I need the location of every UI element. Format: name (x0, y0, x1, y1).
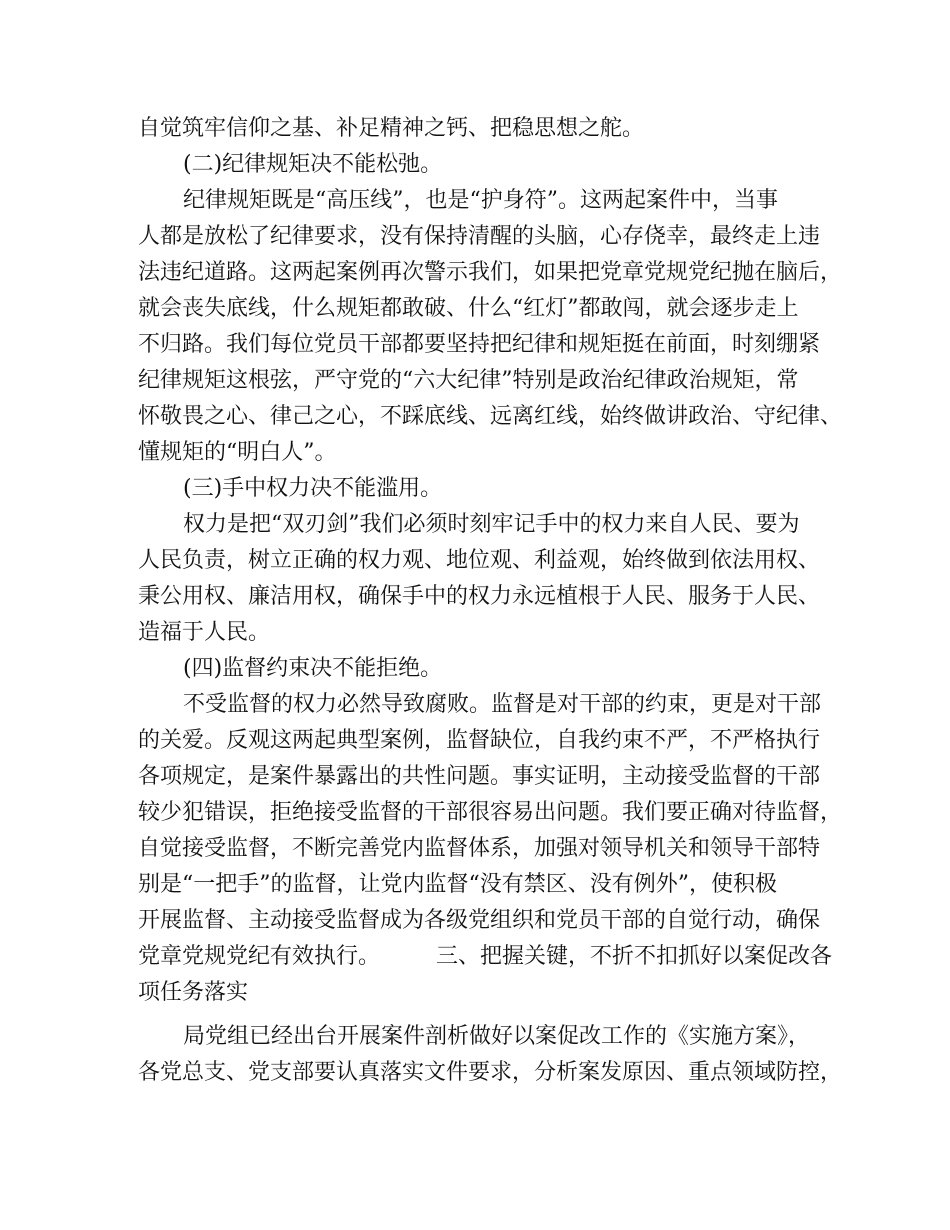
text-line: 人都是放松了纪律要求，没有保持清醒的头脑，心存侥幸，最终走上违 (138, 224, 821, 249)
text-line: 权力是把“双刃剑”我们必须时刻牢记手中的权力来自人民、要为 (183, 512, 800, 537)
text-line: 人民负责，树立正确的权力观、地位观、利益观，始终做到依法用权、 (138, 548, 821, 573)
text-line: 别是“一把手”的监督，让党内监督“没有禁区、没有例外”，使积极 (138, 872, 777, 897)
text-line: 不归路。我们每位党员干部都要坚持把纪律和规矩挺在前面，时刻绷紧 (138, 332, 821, 357)
text-line: 懂规矩的“明白人”。 (138, 440, 337, 465)
text-line: 各党总支、党支部要认真落实文件要求，分析案发原因、重点领域防控， (138, 1060, 843, 1085)
text-line: 就会丧失底线，什么规矩都敢破、什么“红灯”都敢闯，就会逐步走上 (138, 296, 799, 321)
section-heading: (三)手中权力决不能滥用。 (183, 476, 443, 501)
text-line: 秉公用权、廉洁用权，确保手中的权力永远植根于人民、服务于人民、 (138, 584, 821, 609)
text-line: 自觉筑牢信仰之基、补足精神之钙、把稳思想之舵。 (138, 116, 645, 141)
text-line: 造福于人民。 (138, 620, 271, 645)
text-line: 各项规定，是案件暴露出的共性问题。事实证明，主动接受监督的干部 (138, 764, 821, 789)
text-line: 党章党规党纪有效执行。 三、把握关键，不折不扣抓好以案促改各 (138, 944, 832, 969)
text-line: 局党组已经出台开展案件剖析做好以案促改工作的《实施方案》， (183, 1024, 811, 1049)
text-line: 不受监督的权力必然导致腐败。监督是对干部的约束，更是对干部 (183, 692, 822, 717)
section-heading: (二)纪律规矩决不能松弛。 (183, 152, 443, 177)
text-line: 项任务落实 (138, 980, 249, 1005)
text-line: 纪律规矩既是“高压线”，也是“护身符”。这两起案件中，当事 (183, 188, 778, 213)
text-line: 纪律规矩这根弦，严守党的“六大纪律”特别是政治纪律政治规矩，常 (138, 368, 799, 393)
text-line: 自觉接受监督，不断完善党内监督体系，加强对领导机关和领导干部特 (138, 836, 821, 861)
text-line: 的关爱。反观这两起典型案例，监督缺位，自我约束不严，不严格执行 (138, 728, 821, 753)
text-line: 较少犯错误，拒绝接受监督的干部很容易出问题。我们要正确对待监督， (138, 800, 843, 825)
text-line: 法违纪道路。这两起案例再次警示我们，如果把党章党规党纪抛在脑后， (138, 260, 843, 285)
text-line: 怀敬畏之心、律己之心，不踩底线、远离红线，始终做讲政治、守纪律、 (138, 404, 843, 429)
section-heading: (四)监督约束决不能拒绝。 (183, 656, 443, 681)
text-line: 开展监督、主动接受监督成为各级党组织和党员干部的自觉行动，确保 (138, 908, 821, 933)
